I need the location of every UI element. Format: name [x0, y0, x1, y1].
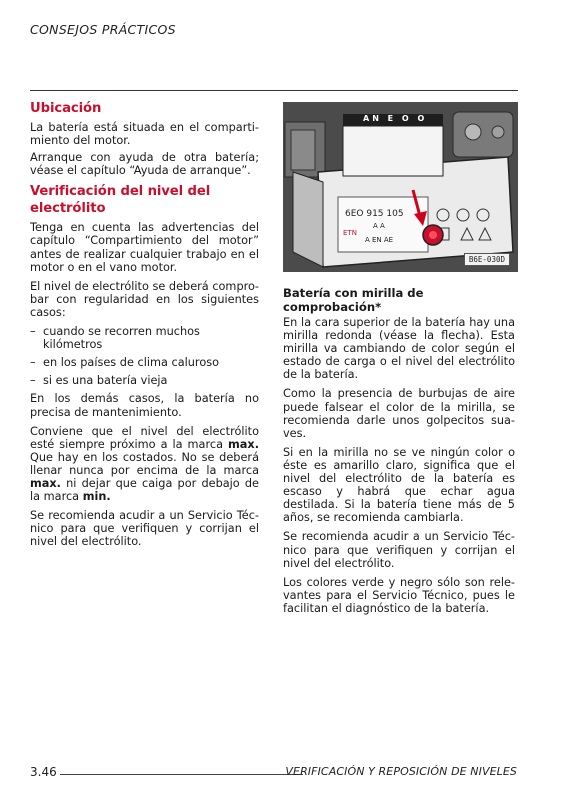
heading-mirilla: Batería con mirilla de comprobación*	[283, 286, 424, 314]
page-number: 3.46	[30, 765, 57, 779]
left-column	[30, 100, 259, 554]
battery-etn: ETN	[343, 229, 357, 237]
battery-brand-label: AN E O O	[363, 114, 428, 123]
paragraph: En la cara superior de la batería hay una mirilla redonda (véase la flecha). Esta mirilla va cambiando de color según el estado de carga o el nivel del electrólito de la batería.	[283, 316, 515, 382]
list-item-text: en los países de clima caluroso	[43, 356, 220, 370]
list-item-text: cuando se recorren muchos kilómetros	[43, 325, 200, 352]
paragraph: Como la presencia de burbujas de aire puede falsear el color de la mirilla, se recomienda darle unos golpecitos suaves.	[283, 387, 515, 440]
paragraph: Tenga en cuenta las advertencias del capítulo “Compartimiento del motor” antes de realizar cualquier trabajo en el motor o en el vano motor.	[30, 221, 259, 274]
paragraph: La batería está situada en el compartimiento del motor.	[30, 121, 259, 148]
battery-amps: A A	[373, 222, 385, 230]
battery-part-number: 6EO 915 105	[345, 209, 404, 219]
max-mark: max.	[30, 476, 61, 490]
header-divider	[30, 90, 518, 91]
paragraph: En los demás casos, la batería no precisa de mantenimiento.	[30, 392, 259, 419]
page-header: CONSEJOS PRÁCTICOS	[30, 22, 176, 37]
footer-section-title: VERIFICACIÓN Y REPOSICIÓN DE NIVELES	[285, 765, 517, 778]
paragraph: Los colores verde y negro sólo son relevantes para el Servicio Técnico, pues le facilitan el diagnóstico de la batería.	[283, 575, 515, 615]
text-fragment: Que hay en los costados. No se deberá llenar nunca por encima de la marca	[30, 450, 259, 477]
paragraph: Arranque con ayuda de otra batería; véase el capítulo “Ayuda de arranque”.	[30, 151, 259, 178]
right-column	[283, 286, 515, 621]
min-mark: min.	[82, 490, 111, 504]
heading-ubicacion: Ubicación	[30, 101, 102, 116]
paragraph: Se recomienda acudir a un Servicio Técnico para que verifiquen y corrijan el nivel del electrólito.	[30, 509, 259, 549]
paragraph: Se recomienda acudir a un Servicio Técnico para que verifiquen y corrijan el nivel del electrólito.	[283, 530, 515, 570]
list-item	[30, 325, 259, 351]
battery-figure	[283, 102, 518, 272]
text-fragment: ni dejar que caiga por debajo de la marca	[30, 476, 259, 504]
bullet-dash: –	[30, 356, 36, 370]
figure-code: B6E-030D	[464, 253, 510, 266]
battery-illustration	[283, 102, 518, 272]
max-mark: max.	[228, 437, 259, 451]
battery-en-ae: A EN AE	[365, 236, 394, 244]
paragraph	[30, 425, 259, 504]
footer-divider	[60, 774, 303, 775]
list-item	[30, 374, 259, 387]
list-item	[30, 356, 259, 369]
text-fragment: Conviene que el nivel del electrólito esté siempre próximo a la marca	[30, 424, 259, 451]
bullet-dash: –	[30, 374, 36, 388]
paragraph: El nivel de electrólito se deberá comprobar con regularidad en los siguientes casos:	[30, 279, 259, 319]
bullet-dash: –	[30, 325, 36, 339]
list-item-text: si es una batería vieja	[43, 374, 168, 388]
heading-verificacion: Verificación del nivel del electrólito	[30, 184, 211, 217]
paragraph: Si en la mirilla no se ve ningún color o éste es amarillo claro, significa que el nivel del electrólito de la batería es escaso y habrá que echar agua destilada. Si la batería tiene más de 5 años, se recomienda cambiarla.	[283, 445, 515, 525]
